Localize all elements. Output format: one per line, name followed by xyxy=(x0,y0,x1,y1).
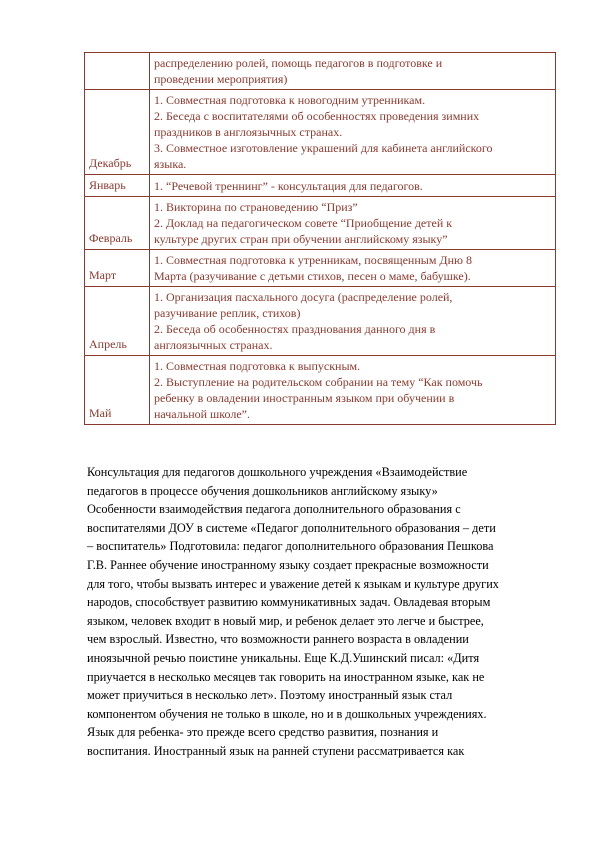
article-line: – воспитатель» Подготовила: педагог дополнительного образования Пешкова xyxy=(87,539,494,554)
table-row xyxy=(85,287,556,356)
activity-line: 2. Выступление на родительском собрании на тему “Как помочь xyxy=(154,375,483,389)
article-line: Консультация для педагогов дошкольного учреждения «Взаимодействие xyxy=(87,465,468,479)
activity-line: распределению ролей, помощь педагогов в подготовке и xyxy=(154,56,443,70)
activity-line: разучивание реплик, стихов) xyxy=(154,306,301,320)
month-cell xyxy=(85,53,150,90)
article-line: языком, человек входит в новый мир, и ребенок делает это легче и быстрее, xyxy=(87,613,484,628)
table-row xyxy=(85,53,556,90)
article-line: чем взрослый. Известно, что возможности раннего возраста в овладении xyxy=(87,632,469,647)
table-row xyxy=(85,197,556,250)
activity-line: 2. Доклад на педагогическом совете “Приобщение детей к xyxy=(154,216,453,230)
article-line: воспитателями ДОУ в системе «Педагог дополнительного образования – дети xyxy=(87,520,496,535)
activity-line: 1. Совместная подготовка к утренникам, посвященным Дню 8 xyxy=(154,253,472,267)
article-line: иноязычной речью поистине уникальны. Еще К.Д.Ушинский писал: «Дитя xyxy=(87,650,480,665)
activity-line: Марта (разучивание с детьми стихов, песен о маме, бабушке). xyxy=(154,269,471,283)
month-cell: Апрель xyxy=(85,287,150,356)
article-line: воспитания. Иностранный язык на ранней ступени рассматривается как xyxy=(87,743,465,758)
article-line: может приучиться в несколько лет». Поэтому иностранный язык стал xyxy=(87,688,453,703)
activity-line: праздников в англоязычных странах. xyxy=(154,125,343,139)
activity-line: 1. Викторина по страноведению “Приз” xyxy=(154,200,358,214)
table-row xyxy=(85,356,556,425)
work-plan-table-body xyxy=(85,53,556,425)
activities-cell xyxy=(150,287,556,356)
activity-line: 1. Совместная подготовка к новогодним утренникам. xyxy=(154,93,426,107)
article-line: компонентом обучения не только в школе, но и в дошкольных учреждениях. xyxy=(87,706,487,721)
activity-line: 2. Беседа об особенностях празднования данного дня в xyxy=(154,322,436,336)
activities-cell xyxy=(150,90,556,175)
month-cell: Декабрь xyxy=(85,90,150,175)
article-line: Особенности взаимодействия педагога дополнительного образования с xyxy=(87,502,461,517)
month-cell: Март xyxy=(85,250,150,287)
activity-line: начальной школе”. xyxy=(154,407,250,421)
article-line: народов, способствует развитию коммуникативных задач. Овладевая вторым xyxy=(87,595,491,610)
activity-line: 3. Совместное изготовление украшений для кабинета английского xyxy=(154,141,493,155)
table-row xyxy=(85,90,556,175)
activity-line: языка. xyxy=(154,157,187,171)
activities-cell xyxy=(150,356,556,425)
article-line: приучается в несколько месяцев так говорить на иностранном языке, как не xyxy=(87,669,485,684)
article-line: Г.В. Раннее обучение иностранному языку создает прекрасные возможности xyxy=(87,557,489,572)
month-cell: Февраль xyxy=(85,197,150,250)
activity-line: культуре других стран при обучении английскому языку” xyxy=(154,232,448,246)
table-row xyxy=(85,175,556,197)
work-plan-table xyxy=(84,52,556,425)
consultation-article xyxy=(87,463,557,761)
activity-line: ребенку в овладении иностранным языком при обучении в xyxy=(154,391,455,405)
article-line: для того, чтобы вызвать интерес и уважение детей к языкам и культуре других xyxy=(87,576,499,591)
activity-line: англоязычных странах. xyxy=(154,338,273,352)
activity-line: проведении мероприятия) xyxy=(154,72,288,86)
activity-line: 1. Организация пасхального досуга (распределение ролей, xyxy=(154,290,453,304)
month-cell: Январь xyxy=(85,175,150,197)
activities-cell xyxy=(150,197,556,250)
activity-line: 2. Беседа с воспитателями об особенностях проведения зимних xyxy=(154,109,480,123)
activities-cell xyxy=(150,250,556,287)
activity-line: 1. “Речевой треннинг” - консультация для педагогов. xyxy=(154,178,423,193)
activities-cell xyxy=(150,175,556,197)
article-line: педагогов в процессе обучения дошкольников английскому языку» xyxy=(87,483,438,498)
article-line: Язык для ребенка- это прежде всего средство развития, познания и xyxy=(87,725,439,740)
month-cell: Май xyxy=(85,356,150,425)
activities-cell xyxy=(150,53,556,90)
table-row xyxy=(85,250,556,287)
activity-line: 1. Совместная подготовка к выпускным. xyxy=(154,359,361,373)
